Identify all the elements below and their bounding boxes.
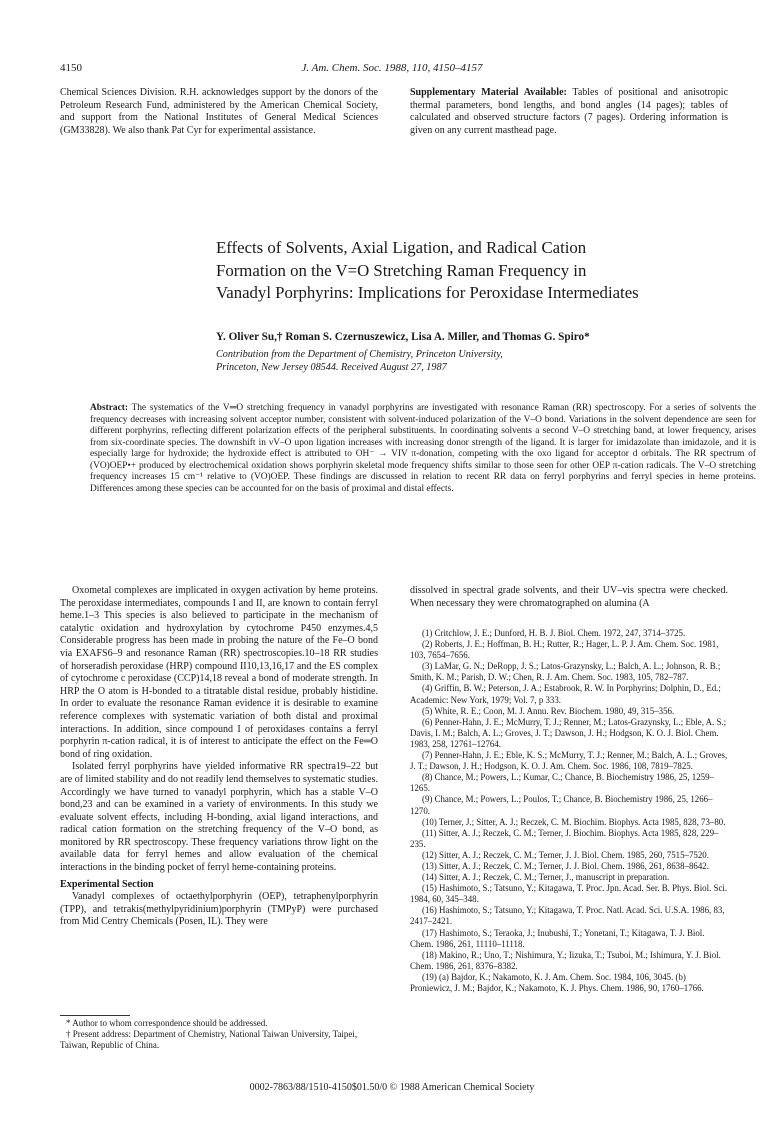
copyright-footer: 0002-7863/88/1510-4150$01.50/0 © 1988 American Chemical Society bbox=[249, 1082, 535, 1093]
reference-item: (9) Chance, M.; Powers, L.; Poulos, T.; Chance, B. Biochemistry 1986, 25, 1266–1270. bbox=[410, 794, 713, 816]
footnote-present-address: † Present address: Department of Chemistry, National Taiwan University, Taipei, Taiwan, Republic of China. bbox=[60, 1029, 358, 1050]
reference-item: (4) Griffin, B. W.; Peterson, J. A.; Estabrook, R. W. In Porphyrins; Dolphin, D., Ed.; Academic: New York, 1979; Vol. 7, p 333. bbox=[410, 683, 721, 705]
reference-item: (5) White, R. E.; Coon, M. J. Annu. Rev. Biochem. 1980, 49, 315–356. bbox=[422, 705, 675, 716]
reference-item: (18) Makino, R.; Uno, T.; Nishimura, Y.; Iizuka, T.; Tsuboi, M.; Ishimura, Y. J. Biol. Chem. 1986, 261, 8376–8382. bbox=[410, 949, 721, 971]
abstract-label: Abstract: bbox=[90, 403, 129, 413]
reference-list bbox=[410, 628, 728, 994]
footnote-divider bbox=[60, 1015, 130, 1016]
reference-item: (7) Penner-Hahn, J. E.; Eble, K. S.; McMurry, T. J.; Renner, M.; Balch, A. L.; Groves, J. T.; Dawson, J. H.; Hodgson, K. O. J. Am. Chem. Soc. 1986, 108, 7819–7825. bbox=[410, 750, 728, 772]
journal-citation: J. Am. Chem. Soc. 1988, 110, 4150–4157 bbox=[301, 62, 483, 74]
intro-paragraph-1: Oxometal complexes are implicated in oxygen activation by heme proteins. The peroxidase intermediates, compounds I and II, are known to contain ferryl heme.1–3 This species is also believed to participate in the mechanism of catalytic oxidation and hydroxylation by cytochrome P450 enzymes.4,5 Considerable progress has been made in probing the nature of the Fe–O bond via EXAFS6–9 and resonance Raman (RR) spectroscopies.10–18 RR studies of horseradish peroxidase (HRP) compound II10,13,16,17 and the ES complex of cytochrome c peroxidase (CCP)14,18 reveal a bond of moderate strength. In HRP the O atom is H-bonded to a titratable distal residue, probably histidine. In order to evaluate the resonance Raman evidence it is desirable to examine reference complexes with systematic variation of both distal and proximal interactions. In addition, since compound I of peroxidases contains a ferryl porphyrin π-cation radical, it is of interest to anticipate the effect on the Fe═O bond of ring oxidation. bbox=[60, 585, 378, 760]
author-list: Y. Oliver Su,† Roman S. Czernuszewicz, Lisa A. Miller, and Thomas G. Spiro* bbox=[216, 331, 590, 343]
reference-item: (16) Hashimoto, S.; Tatsuno, Y.; Kitagawa, T. Proc. Natl. Acad. Sci. U.S.A. 1986, 83, 2417–2421. bbox=[410, 905, 725, 927]
title-line-2: Formation on the V=O Stretching Raman Frequency in bbox=[216, 260, 587, 280]
reference-item: (15) Hashimoto, S.; Tatsuno, Y.; Kitagawa, T. Proc. Jpn. Acad. Ser. B. Phys. Biol. Sci. 1984, 60, 345–348. bbox=[410, 883, 728, 905]
reference-item: (3) LaMar, G. N.; DeRopp, J. S.; Latos-Grazynsky, L.; Balch, A. L.; Johnson, R. B.; Smith, K. M.; Parish, D. W.; Chen, R. J. Am. Chem. Soc. 1983, 105, 782–787. bbox=[410, 661, 721, 683]
reference-item: (12) Sitter, A. J.; Reczek, C. M.; Terner, J. J. Biol. Chem. 1985, 260, 7515–7520. bbox=[422, 849, 709, 860]
supplementary-text: Tables of positional and anisotropic thermal parameters, bond lengths, and bond angles (14 pages); tables of calculated and observed structure factors (7 pages). Ordering information is given on any current masthead page. bbox=[410, 87, 729, 136]
affiliation bbox=[216, 348, 503, 374]
reference-item: (10) Terner, J.; Sitter, A. J.; Reczek, C. M. Biochim. Biophys. Acta 1985, 828, 73–80. bbox=[422, 816, 726, 827]
page-number: 4150 bbox=[60, 62, 82, 74]
footnote-corresponding: * Author to whom correspondence should be addressed. bbox=[66, 1018, 268, 1028]
reference-item: (19) (a) Bajdor, K.; Nakamoto, K. J. Am. Chem. Soc. 1984, 106, 3045. (b) Proniewicz, J. M.; Bajdor, K.; Nakamoto, K. J. Phys. Chem. 1986, 90, 1760–1766. bbox=[410, 971, 704, 993]
previous-article-acknowledgment: Chemical Sciences Division. R.H. acknowledges support by the donors of the Petroleum Research Fund, administered by the American Chemical Society, and support from the National Institutes of General Medical Sciences (GM33828). We also thank Pat Cyr for experimental assistance. bbox=[60, 87, 378, 136]
left-column bbox=[60, 585, 378, 929]
title-line-3: Vanadyl Porphyrins: Implications for Peroxidase Intermediates bbox=[216, 283, 639, 302]
section-heading: Experimental Section bbox=[60, 878, 154, 890]
footnotes bbox=[60, 1018, 378, 1051]
reference-item: (8) Chance, M.; Powers, L.; Kumar, C.; Chance, B. Biochemistry 1986, 25, 1259–1265. bbox=[410, 772, 714, 794]
reference-item: (2) Roberts, J. E.; Hoffman, B. H.; Rutter, R.; Hager, L. P. J. Am. Chem. Soc. 1981, 103, 7654–7656. bbox=[410, 639, 719, 661]
reference-item: (17) Hashimoto, S.; Teraoka, J.; Inubushi, T.; Yonetani, T.; Kitagawa, T. J. Biol. Chem. 1986, 261, 11110–11118. bbox=[410, 927, 705, 949]
reference-item: (14) Sitter, A. J.; Reczek, C. M.; Terner, J., manuscript in preparation. bbox=[422, 872, 670, 883]
reference-item: (6) Penner-Hahn, J. E.; McMurry, T. J.; Renner, M.; Latos-Grazynsky, L.; Eble, A. S.; Davis, I. M.; Balch, A. L.; Groves, J. T.; Dawson, J. H.; Hodgson, K. O. J. Biol. Chem. 1983, 258, 12761–12764. bbox=[410, 716, 727, 749]
abstract bbox=[90, 403, 756, 495]
affiliation-line-1: Contribution from the Department of Chemistry, Princeton University, bbox=[216, 349, 503, 360]
supplementary-material bbox=[410, 87, 728, 137]
intro-paragraph-2: Isolated ferryl porphyrins have yielded informative RR spectra19–22 but are of limited stability and do not readily lend themselves to systematic studies. Accordingly we have turned to vanadyl porphyrin, which has a stable V–O bond,23 and can be examined in a variety of environments. In this study we evaluate solvent effects, including H-bonding, axial ligand interactions, and radical cation formation on the stretching frequency of the V–O bond, as monitored by RR spectroscopy. These frequency variations throw light on the available data for ferryl hemes and allow evaluation of the chemical interactions in the binding pocket of ferryl heme-containing proteins. bbox=[60, 761, 378, 874]
affiliation-line-2: Princeton, New Jersey 08544. Received August 27, 1987 bbox=[216, 362, 447, 373]
experimental-paragraph: Vanadyl complexes of octaethylporphyrin (OEP), tetraphenylporphyrin (TPP), and tetrakis(methylpyridinium)porphyrin (TMPyP) were purchased from Mid Centry Chemicals (Posen, IL). They were bbox=[60, 891, 378, 928]
abstract-text: The systematics of the V═O stretching frequency in vanadyl porphyrins are investigated with resonance Raman (RR) spectroscopy. For a series of solvents the frequency decreases with increasing solvent acceptor number, consistent with solvent-induced polarization of the V–O bond. Variations in the solvent dependence are seen for different porphyrins, reflecting different polarization effects of the peripheral substituents. In coordinating solvents a second V–O stretching band, at lower frequency, arises from six-coordinate species. The downshift in νV–O upon ligation increases with increasing donor strength of the ligand. It is larger for imidazolate than imidazole, and it is especially large for hydroxide; the hydroxide effect is attributed to OH⁻ → VIV π-donation, competing with the oxo ligand for acceptor d orbitals. The RR spectrum of (VO)OEP•+ produced by electrochemical oxidation shows porphyrin skeletal mode frequency shifts similar to those seen for other OEP π-cation radicals. The V–O stretching frequency increases 15 cm⁻¹ relative to (VO)OEP. These findings are discussed in relation to recent RR data on ferryl porphyrins and ferryl species in heme proteins. Differences among these species can be accounted for on the basis of proximal and distal effects. bbox=[90, 403, 756, 494]
reference-item: (1) Critchlow, J. E.; Dunford, H. B. J. Biol. Chem. 1972, 247, 3714–3725. bbox=[422, 628, 686, 638]
reference-item: (13) Sitter, A. J.; Reczek, C. M.; Terner, J. J. Biol. Chem. 1986, 261, 8638–8642. bbox=[422, 860, 709, 871]
title-line-1: Effects of Solvents, Axial Ligation, and Radical Cation bbox=[216, 238, 587, 257]
supplementary-label: Supplementary Material Available: bbox=[410, 87, 567, 98]
right-column-text: dissolved in spectral grade solvents, and their UV–vis spectra were checked. When necessary they were chromatographed on alumina (A bbox=[410, 585, 728, 609]
reference-item: (11) Sitter, A. J.; Reczek, C. M.; Terner, J. Biochim. Biophys. Acta 1985, 828, 229–235. bbox=[410, 827, 719, 849]
article-title bbox=[216, 237, 756, 305]
